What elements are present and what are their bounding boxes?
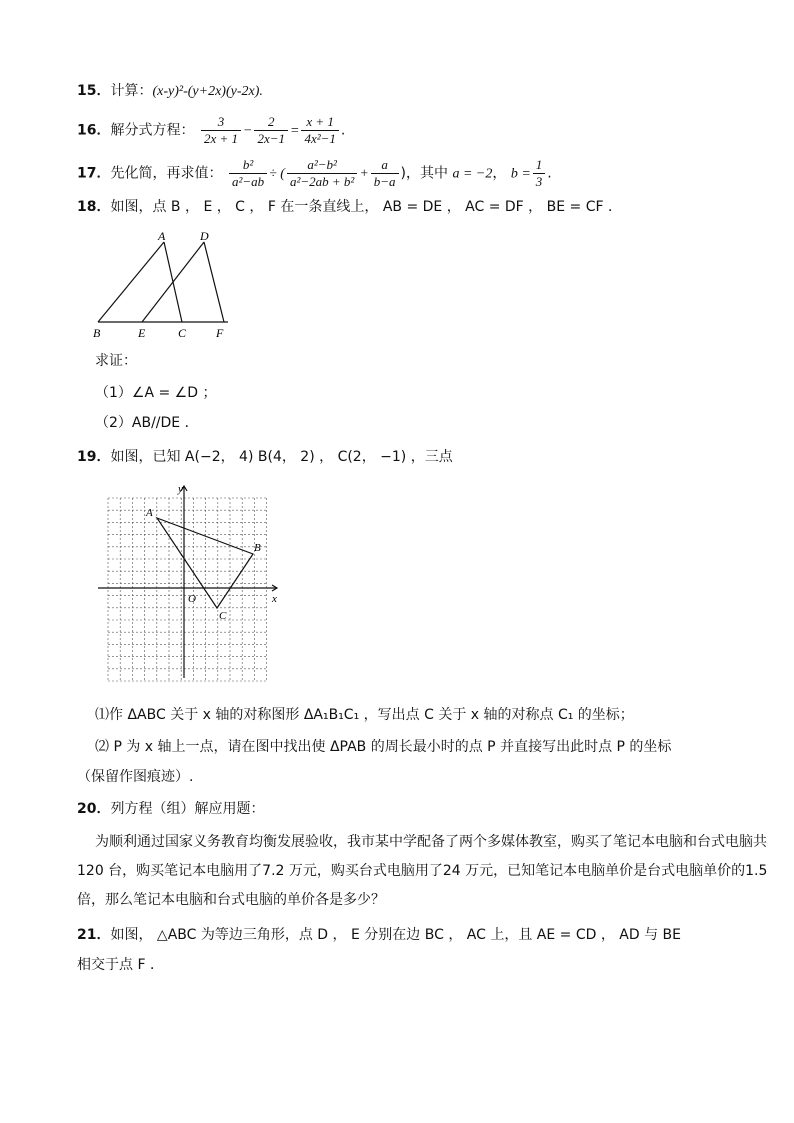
fraction — [229, 157, 267, 190]
prove-part-1: （1）∠A = ∠D ； — [95, 385, 217, 401]
fraction — [287, 157, 357, 190]
question-20-body: 为顺利通过国家义务教育均衡发展验收，我市某中学配备了两个多媒体教室，购买了笔记本电脑和台式电脑共120 台，购买笔记本电脑用了7.2 万元，购买台式电脑用了24 万元，已知笔记本电脑单价是台式电脑单价的1.5 倍，那么笔记本电脑和台式电脑的单价各是多少？ — [77, 834, 768, 908]
numerator: 1 — [533, 157, 546, 174]
question-21-line-2: 相交于点 F ． — [77, 957, 164, 973]
operator: − — [242, 123, 253, 139]
question-text: 如图，点 B ， E ， C ， F 在一条直线上， AB = DE ， AC = DF ， BE = CF ． — [110, 199, 622, 215]
denominator: 2x−1 — [257, 131, 285, 146]
question-label: 计算： — [110, 83, 153, 99]
figure-q18 — [88, 226, 248, 344]
text: )，其中 — [400, 165, 449, 182]
q19-part-3: （保留作图痕迹）. — [77, 769, 194, 785]
comma: ， — [492, 165, 507, 182]
question-label: 先化简，再求值： — [110, 165, 223, 182]
grid-lines — [108, 498, 267, 681]
numerator: 3 — [201, 114, 241, 131]
prove-heading: 求证： — [95, 353, 137, 369]
label-a: A — [158, 229, 166, 243]
label-b: B — [254, 542, 261, 554]
fraction — [201, 114, 241, 147]
question-17 — [77, 157, 552, 190]
label-c: C — [219, 610, 227, 622]
denominator: a²−2ab + b² — [289, 174, 355, 189]
question-number: 19． — [77, 449, 111, 465]
question-number: 15． — [77, 83, 111, 99]
question-number: 17． — [77, 165, 111, 182]
q19-part-1: ⑴作 ΔABC 关于 x 轴的对称图形 ΔA₁B₁C₁ ，写出点 C 关于 x 轴的对称点 C₁ 的坐标； — [95, 707, 634, 723]
label-f: F — [216, 326, 224, 340]
coordinate-grid-figure — [96, 478, 286, 683]
question-text: 如图，已知 A(−2， 4) B(4， 2) ， C(2， −1) ，三点 — [110, 449, 453, 465]
value-b-label: b = — [510, 166, 531, 182]
denominator: 4x²−1 — [304, 131, 336, 146]
question-15 — [77, 80, 263, 103]
prove-part-2: （2）AB//DE ． — [95, 415, 199, 431]
question-19 — [77, 446, 453, 468]
period: . — [547, 165, 552, 182]
label-c: C — [178, 326, 187, 340]
label-origin: O — [188, 593, 196, 605]
question-label: 解分式方程： — [110, 122, 195, 139]
value-a: a = −2 — [452, 166, 493, 182]
label-b: B — [93, 326, 101, 340]
label-e: E — [138, 326, 146, 340]
fraction — [371, 157, 399, 190]
numerator: b² — [229, 157, 267, 174]
triangle-abc — [157, 518, 253, 608]
question-number: 18． — [77, 199, 111, 215]
label-y: y — [178, 483, 183, 495]
operator: = — [289, 123, 300, 139]
question-20 — [77, 798, 264, 820]
fraction — [301, 114, 338, 147]
denominator: 2x + 1 — [203, 131, 238, 146]
q19-part-2: ⑵ P 为 x 轴上一点，请在图中找出使 ΔPAB 的周长最小时的点 P 并直接写出此时点 P 的坐标 — [95, 739, 672, 755]
fraction — [533, 157, 546, 190]
period: . — [340, 122, 346, 139]
question-21 — [77, 924, 681, 946]
question-number: 20． — [77, 801, 111, 817]
question-18 — [77, 196, 622, 218]
operator: + — [359, 166, 369, 182]
question-16 — [77, 114, 345, 147]
operator: ÷ ( — [269, 166, 285, 182]
question-number: 21． — [77, 927, 111, 943]
question-number: 16． — [77, 122, 111, 139]
denominator: b−a — [373, 174, 396, 189]
segment-ed — [142, 242, 204, 322]
question-title: 列方程（组）解应用题： — [110, 801, 265, 817]
denominator: 3 — [535, 174, 543, 189]
segment-df — [204, 242, 224, 322]
question-text: 如图， △ABC 为等边三角形，点 D ， E 分别在边 BC ， AC 上，且 AE = CD ， AD 与 BE — [110, 927, 681, 943]
label-x: x — [272, 593, 277, 605]
denominator: a²−ab — [231, 174, 265, 189]
numerator: a — [371, 157, 399, 174]
fraction — [254, 114, 288, 147]
expression: (x-y)²-(y+2x)(y-2x). — [152, 84, 263, 99]
label-a: A — [146, 507, 153, 519]
numerator: x + 1 — [301, 114, 338, 131]
segment-ab — [98, 242, 164, 322]
numerator: 2 — [254, 114, 288, 131]
numerator: a²−b² — [287, 157, 357, 174]
label-d: D — [200, 229, 209, 243]
